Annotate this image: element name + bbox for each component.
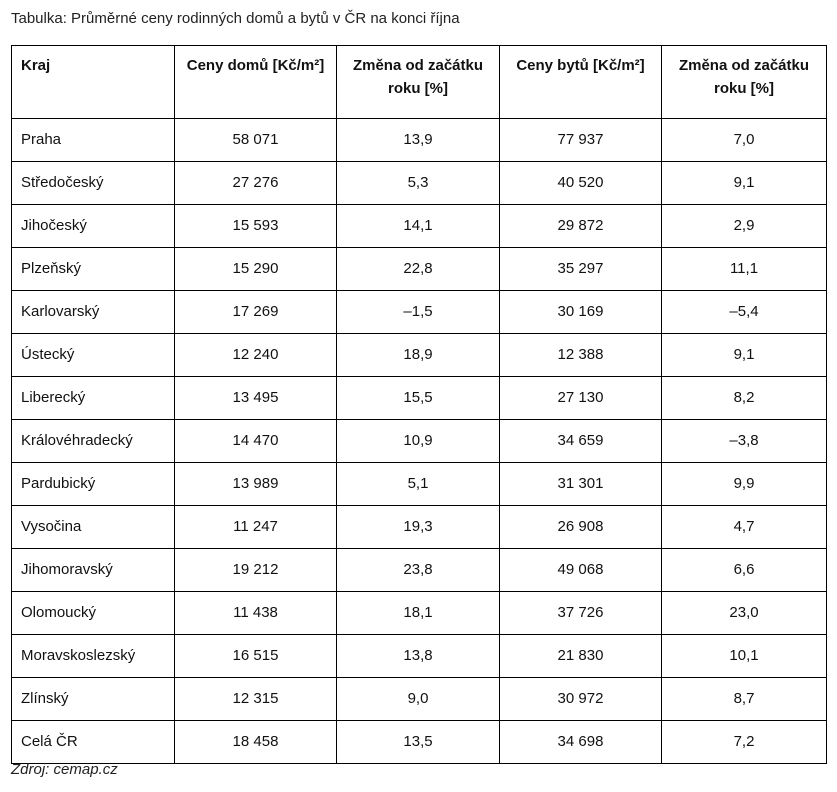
- cell-house-price: 14 470: [175, 420, 337, 463]
- cell-region: Olomoucký: [12, 592, 175, 635]
- cell-house-change: 5,3: [337, 162, 500, 205]
- cell-region: Liberecký: [12, 377, 175, 420]
- cell-house-change: 5,1: [337, 463, 500, 506]
- cell-flat-change: 8,7: [662, 678, 827, 721]
- table-row: [12, 291, 827, 334]
- cell-flat-change: 9,1: [662, 334, 827, 377]
- cell-house-price: 11 247: [175, 506, 337, 549]
- table-row: [12, 678, 827, 721]
- cell-flat-change: 8,2: [662, 377, 827, 420]
- cell-house-change: 13,5: [337, 721, 500, 764]
- table-row: [12, 162, 827, 205]
- header-region: Kraj: [12, 46, 175, 119]
- cell-flat-price: 30 972: [500, 678, 662, 721]
- cell-flat-change: 4,7: [662, 506, 827, 549]
- cell-flat-price: 37 726: [500, 592, 662, 635]
- table-row: [12, 205, 827, 248]
- cell-region: Jihočeský: [12, 205, 175, 248]
- cell-flat-price: 12 388: [500, 334, 662, 377]
- cell-flat-change: 9,1: [662, 162, 827, 205]
- cell-flat-price: 34 659: [500, 420, 662, 463]
- cell-flat-change: 6,6: [662, 549, 827, 592]
- cell-flat-price: 26 908: [500, 506, 662, 549]
- cell-house-change: 22,8: [337, 248, 500, 291]
- cell-house-change: –1,5: [337, 291, 500, 334]
- cell-house-price: 18 458: [175, 721, 337, 764]
- cell-house-change: 19,3: [337, 506, 500, 549]
- cell-region: Karlovarský: [12, 291, 175, 334]
- table-row: [12, 248, 827, 291]
- cell-flat-price: 27 130: [500, 377, 662, 420]
- cell-house-change: 13,9: [337, 119, 500, 162]
- cell-flat-change: –5,4: [662, 291, 827, 334]
- cell-region: Jihomoravský: [12, 549, 175, 592]
- cell-house-change: 23,8: [337, 549, 500, 592]
- cell-region: Středočeský: [12, 162, 175, 205]
- cell-region: Pardubický: [12, 463, 175, 506]
- cell-flat-change: 11,1: [662, 248, 827, 291]
- cell-house-change: 18,9: [337, 334, 500, 377]
- cell-region: Ústecký: [12, 334, 175, 377]
- cell-house-change: 9,0: [337, 678, 500, 721]
- cell-region: Vysočina: [12, 506, 175, 549]
- table-row: [12, 463, 827, 506]
- cell-house-change: 15,5: [337, 377, 500, 420]
- table-row: [12, 592, 827, 635]
- table-row: [12, 334, 827, 377]
- table-row: [12, 549, 827, 592]
- header-flat-change: Změna od začátku roku [%]: [662, 46, 827, 119]
- cell-house-price: 12 315: [175, 678, 337, 721]
- cell-region: Královéhradecký: [12, 420, 175, 463]
- cell-flat-price: 49 068: [500, 549, 662, 592]
- cell-flat-change: 7,2: [662, 721, 827, 764]
- table-row: [12, 506, 827, 549]
- cell-flat-change: 10,1: [662, 635, 827, 678]
- cell-house-price: 19 212: [175, 549, 337, 592]
- cell-house-price: 11 438: [175, 592, 337, 635]
- cell-region: Praha: [12, 119, 175, 162]
- cell-flat-price: 21 830: [500, 635, 662, 678]
- header-flat-price: Ceny bytů [Kč/m²]: [500, 46, 662, 119]
- cell-house-price: 17 269: [175, 291, 337, 334]
- price-table: [11, 45, 827, 764]
- cell-flat-price: 29 872: [500, 205, 662, 248]
- table-row: [12, 119, 827, 162]
- table-row: [12, 721, 827, 764]
- table-row: [12, 635, 827, 678]
- cell-flat-change: 7,0: [662, 119, 827, 162]
- cell-region: Celá ČR: [12, 721, 175, 764]
- table-row: [12, 377, 827, 420]
- cell-house-change: 14,1: [337, 205, 500, 248]
- cell-house-price: 27 276: [175, 162, 337, 205]
- table-row: [12, 420, 827, 463]
- cell-house-price: 12 240: [175, 334, 337, 377]
- cell-house-price: 15 290: [175, 248, 337, 291]
- cell-flat-change: 23,0: [662, 592, 827, 635]
- cell-house-price: 13 495: [175, 377, 337, 420]
- table-caption: Tabulka: Průměrné ceny rodinných domů a bytů v ČR na konci října: [11, 10, 460, 27]
- cell-flat-change: 2,9: [662, 205, 827, 248]
- header-house-change: Změna od začátku roku [%]: [337, 46, 500, 119]
- cell-house-price: 13 989: [175, 463, 337, 506]
- source-note: Zdroj: cemap.cz: [11, 761, 118, 778]
- cell-flat-price: 77 937: [500, 119, 662, 162]
- cell-house-change: 18,1: [337, 592, 500, 635]
- cell-house-change: 10,9: [337, 420, 500, 463]
- cell-region: Zlínský: [12, 678, 175, 721]
- cell-house-change: 13,8: [337, 635, 500, 678]
- cell-flat-price: 40 520: [500, 162, 662, 205]
- cell-region: Plzeňský: [12, 248, 175, 291]
- cell-region: Moravskoslezský: [12, 635, 175, 678]
- table-body: [12, 119, 827, 764]
- cell-flat-change: 9,9: [662, 463, 827, 506]
- cell-flat-price: 35 297: [500, 248, 662, 291]
- header-house-price: Ceny domů [Kč/m²]: [175, 46, 337, 119]
- cell-flat-price: 31 301: [500, 463, 662, 506]
- cell-house-price: 58 071: [175, 119, 337, 162]
- cell-flat-price: 30 169: [500, 291, 662, 334]
- cell-house-price: 15 593: [175, 205, 337, 248]
- cell-flat-price: 34 698: [500, 721, 662, 764]
- header-row: [12, 46, 827, 119]
- cell-flat-change: –3,8: [662, 420, 827, 463]
- cell-house-price: 16 515: [175, 635, 337, 678]
